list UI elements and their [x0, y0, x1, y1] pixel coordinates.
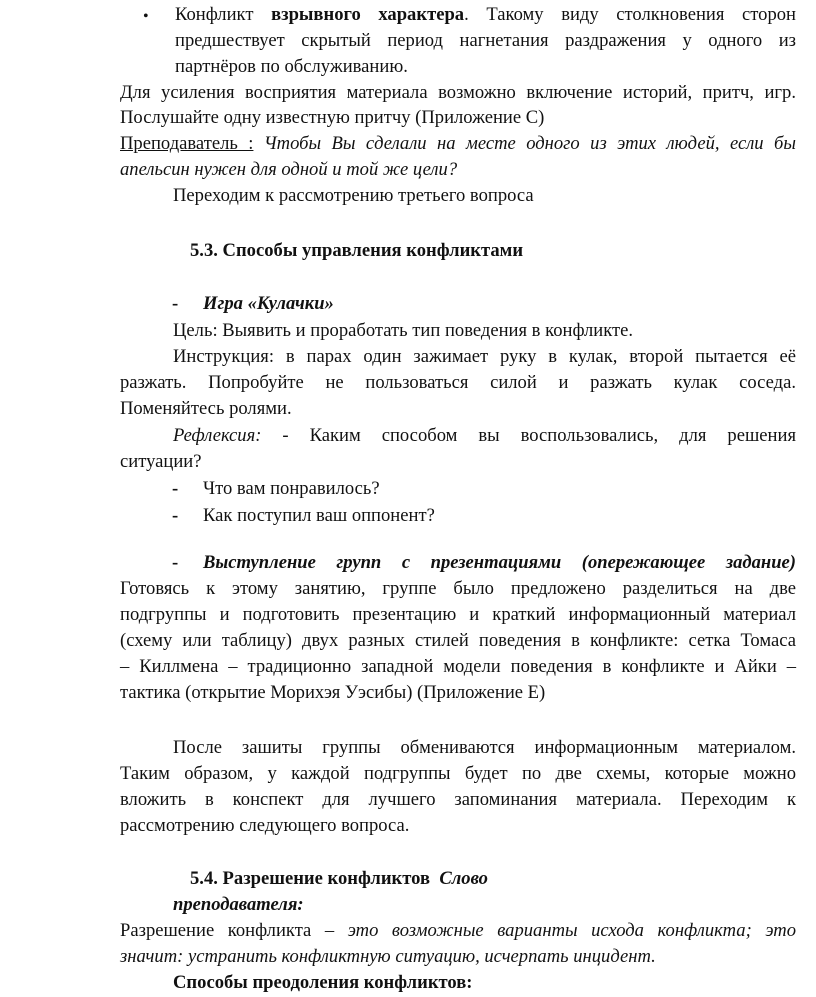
- after-line-2: Таким образом, у каждой подгруппы будет по две схемы, которые можно: [120, 763, 796, 784]
- dash-marker: -: [172, 478, 179, 499]
- groups-line-1: Готовясь к этому занятию, группе было предложено разделиться на две: [120, 578, 796, 599]
- bullet-line-3: партнёров по обслуживанию.: [175, 56, 408, 77]
- game-instruction-line-1: Инструкция: в парах один зажимает руку в кулак, второй пытается её: [173, 346, 796, 367]
- game-instruction-line-3: Поменяйтесь ролями.: [120, 398, 292, 419]
- reflection-question-1: Что вам понравилось?: [203, 478, 380, 499]
- section-heading-ways: Способы преодоления конфликтов:: [173, 972, 473, 993]
- bold-term: взрывного характера: [271, 4, 465, 25]
- resolution-line-1: Разрешение конфликта – это возможные варианты исхода конфликта; это: [120, 920, 796, 941]
- reflection-line-2: ситуации?: [120, 451, 202, 472]
- game-goal: Цель: Выявить и проработать тип поведения в конфликте.: [173, 320, 634, 341]
- dash-marker: -: [172, 505, 179, 526]
- section-heading-5-4-cont: преподавателя:: [173, 894, 304, 915]
- dash-marker: -: [172, 552, 179, 573]
- groups-line-2: подгруппы и подготовить презентацию и краткий информационный материал: [120, 604, 796, 625]
- paragraph-line: Для усиления восприятия материала возможно включение историй, притч, игр.: [120, 82, 796, 103]
- groups-line-3: (схему или таблицу) двух разных стилей поведения в конфликте: сетка Томаса: [120, 630, 796, 651]
- teacher-label: Преподаватель :: [120, 133, 254, 154]
- teacher-question-line-2: апельсин нужен для одной и той же цели?: [120, 159, 458, 180]
- after-line-3: вложить в конспект для лучшего запоминания материала. Переходим к: [120, 789, 796, 810]
- paragraph-line: Послушайте одну известную притчу (Приложение С): [120, 107, 545, 128]
- bullet-line-2: предшествует скрытый период нагнетания раздражения у одного из: [175, 30, 796, 51]
- resolution-line-2: значит: устранить конфликтную ситуацию, исчерпать инцидент.: [120, 946, 656, 967]
- section-heading-5-3: 5.3. Способы управления конфликтами: [190, 240, 524, 261]
- after-line-1: После зашиты группы обмениваются информационным материалом.: [173, 737, 796, 758]
- bullet-line-1: Конфликт взрывного характера. Такому виду столкновения сторон: [175, 4, 796, 25]
- bullet-marker: •: [143, 8, 149, 25]
- groups-title: Выступление групп с презентациями (опережающее задание): [203, 552, 796, 573]
- transition-text: Переходим к рассмотрению третьего вопроса: [173, 185, 534, 206]
- reflection-question-2: Как поступил ваш оппонент?: [203, 505, 435, 526]
- game-instruction-line-2: разжать. Попробуйте не пользоваться силой и разжать кулак соседа.: [120, 372, 796, 393]
- section-heading-5-4: 5.4. Разрешение конфликтов Слово: [190, 868, 488, 889]
- teacher-question-line-1: Преподаватель : Чтобы Вы сделали на месте одного из этих людей, если бы: [120, 133, 796, 154]
- dash-marker: -: [172, 293, 179, 314]
- groups-line-4: – Киллмена – традиционно западной модели поведения в конфликте и Айки –: [120, 656, 796, 677]
- game-title: Игра «Кулачки»: [203, 293, 334, 314]
- reflection-line-1: Рефлексия: - Каким способом вы воспользовались, для решения: [173, 425, 796, 446]
- groups-line-5: тактика (открытие Морихэя Уэсибы) (Приложение Е): [120, 682, 546, 703]
- after-line-4: рассмотрению следующего вопроса.: [120, 815, 410, 836]
- reflection-label: Рефлексия:: [173, 425, 262, 446]
